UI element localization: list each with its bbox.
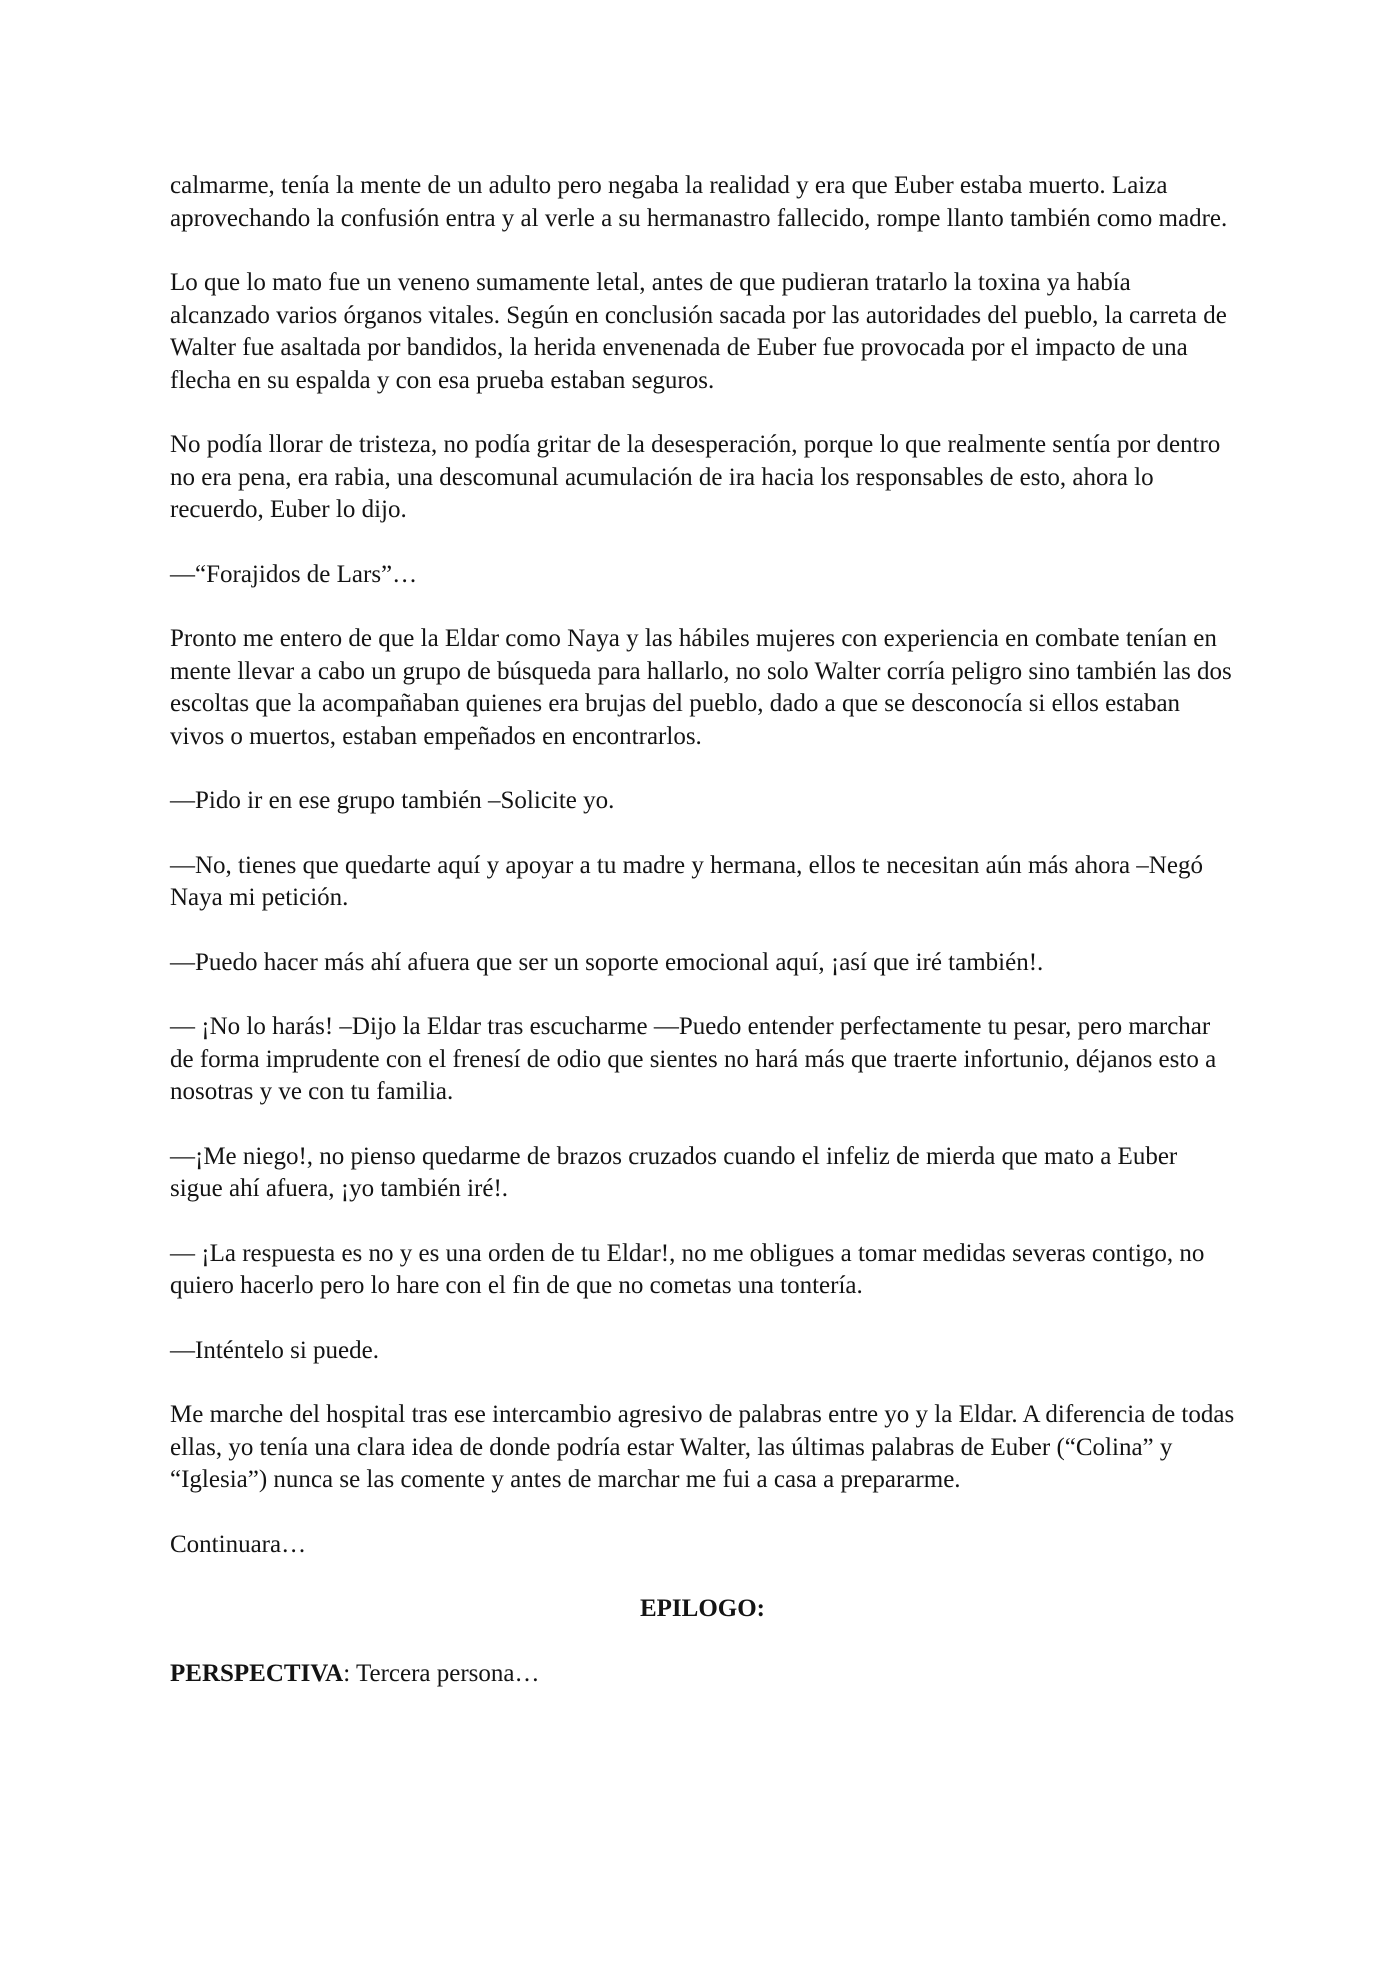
paragraph-10: —¡Me niego!, no pienso quedarme de brazos cruzados cuando el infeliz de mierda que mato a Euber sigue ahí afuera, ¡yo también iré!. xyxy=(170,1142,1178,1202)
paragraph-8: —Puedo hacer más ahí afuera que ser un soporte emocional aquí, ¡así que iré también!. xyxy=(170,948,1044,976)
paragraph-9: — ¡No lo harás! –Dijo la Eldar tras escucharme —Puedo entender perfectamente tu pesar, pero marchar de forma imprudente con el frenesí de odio que sientes no hará más que traerte infortunio, déjanos esto a nosotras y ve con tu familia. xyxy=(170,1013,1217,1105)
paragraph-1: calmarme, tenía la mente de un adulto pero negaba la realidad y era que Euber estaba muerto. Laiza aprovechando la confusión entra y al verle a su hermanastro fallecido, rompe llanto también como madre. xyxy=(170,172,1228,232)
paragraph-6: —Pido ir en ese grupo también –Solicite yo. xyxy=(170,787,615,814)
document-page xyxy=(170,170,1235,1722)
paragraph-13: Me marche del hospital tras ese intercambio agresivo de palabras entre yo y la Eldar. A diferencia de todas ellas, yo tenía una clara idea de donde podría estar Walter, las últimas palabras de Euber (“Colina” y “Iglesia”) nunca se las comente y antes de marchar me fui a casa a prepararme. xyxy=(170,1401,1235,1493)
paragraph-14: Continuara… xyxy=(170,1530,307,1558)
epilogue-heading: EPILOGO: xyxy=(639,1595,765,1622)
paragraph-5: Pronto me entero de que la Eldar como Naya y las hábiles mujeres con experiencia en combate tenían en mente llevar a cabo un grupo de búsqueda para hallarlo, no solo Walter corría peligro sino también las dos escoltas que la acompañaban quienes era brujas del pueblo, dado a que se desconocía si ellos estaban vivos o muertos, estaban empeñados en encontrarlos. xyxy=(170,625,1232,750)
paragraph-2: Lo que lo mato fue un veneno sumamente letal, antes de que pudieran tratarlo la toxina ya había alcanzado varios órganos vitales. Según en conclusión sacada por las autoridades del pueblo, la carreta de Walter fue asaltada por bandidos, la herida envenenada de Euber fue provocada por el impacto de una flecha en su espalda y con esa prueba estaban seguros. xyxy=(170,269,1227,394)
perspective-label: PERSPECTIVA xyxy=(170,1659,344,1687)
paragraph-7: —No, tienes que quedarte aquí y apoyar a tu madre y hermana, ellos te necesitan aún más ahora –Negó Naya mi petición. xyxy=(170,851,1203,911)
perspective-line xyxy=(170,1658,1235,1691)
perspective-text: : Tercera persona… xyxy=(343,1659,540,1687)
paragraph-4: —“Forajidos de Lars”… xyxy=(170,560,418,588)
paragraph-3: No podía llorar de tristeza, no podía gritar de la desesperación, porque lo que realmente sentía por dentro no era pena, era rabia, una descomunal acumulación de ira hacia los responsables de esto, ahora lo recuerdo, Euber lo dijo. xyxy=(170,431,1221,523)
paragraph-12: —Inténtelo si puede. xyxy=(170,1336,379,1364)
paragraph-11: — ¡La respuesta es no y es una orden de tu Eldar!, no me obligues a tomar medidas severas contigo, no quiero hacerlo pero lo hare con el fin de que no cometas una tontería. xyxy=(170,1239,1205,1299)
